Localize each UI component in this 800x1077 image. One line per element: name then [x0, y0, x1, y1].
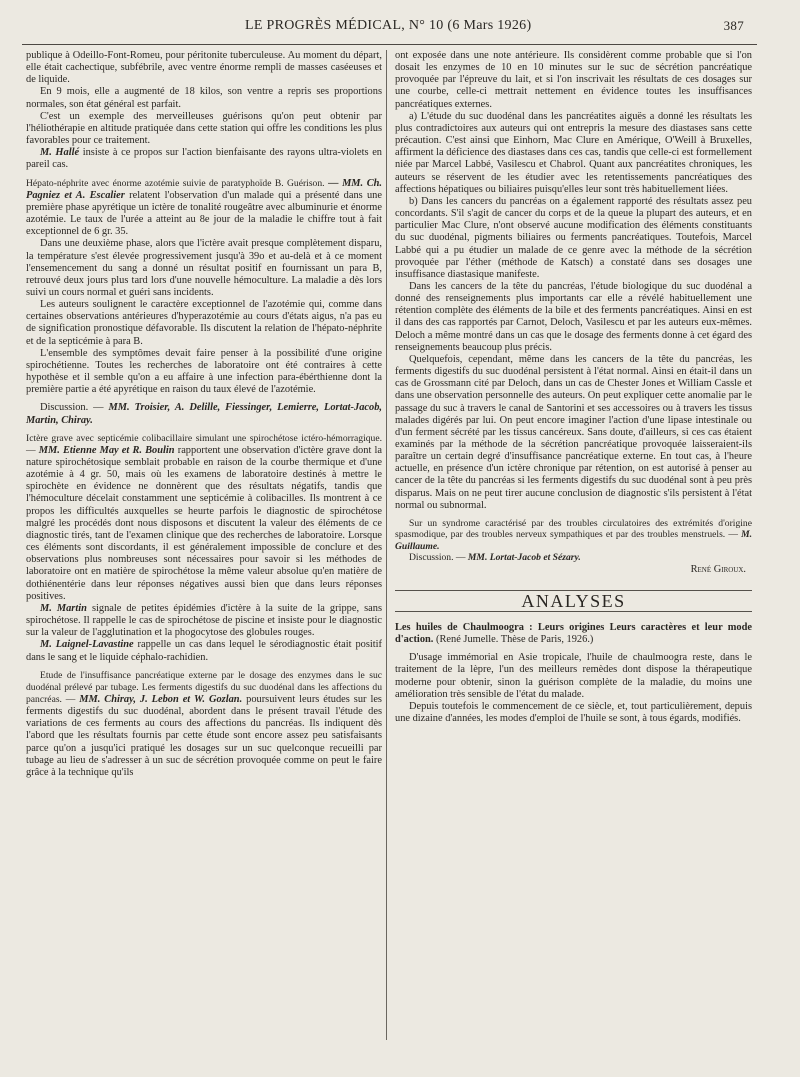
paragraph: a) L'étude du suc duodénal dans les pancréatites aiguës a donné les résultats les plus contradictoires aux auteurs qui ont entrepris la mesure des diastases sans cette précaution. C'est ainsi que Einhorn, Mac Clure en Amérique, O'Weill à Bruxelles, affirment la déficience des diastases dans ces cas, tandis que celle-ci est formellement niée par Marcel Labbé, Vasilescu et Chabrol. Quant aux pancréatites chroniques, les auteurs se réservent de les étudier avec les retentissements pancréatiques des affections hépatiques ou biliaires puisqu'elles leur sont très habituellement liées. — [395, 110, 752, 195]
paragraph-text: signale de petites épidémies d'ictère à la suite de la grippe, sans spirochétose. Il rappelle le cas de spirochétose de piscine et insiste pour le diagnostic sur la valeur de l'agglutination et la phogocytose des globules rouges. — [26, 602, 383, 639]
discussion — [395, 552, 752, 563]
paragraph-text: relatent l'observation d'un malade qui a présenté dans une première phase apyrétique un ictère de tonalité rougeâtre avec albuminurie et énorme azotémie. Le taux de l'urée a atteint au 8e jour de la maladie le chiffre tout à fait exceptionnel de 6 gr. 35. — [26, 189, 382, 238]
analysis-title: Les huiles de Chaulmoogra : Leurs origines Leurs caractères et leur mode d'action. — [395, 621, 752, 646]
discussion-names: MM. Lortat-Jacob et Sézary. — [467, 552, 581, 564]
paragraph: En 9 mois, elle a augmenté de 18 kilos, son ventre a repris ses proportions normales, son état général est parfait. — [26, 86, 382, 110]
running-header — [0, 16, 800, 38]
right-column — [395, 50, 752, 725]
header-rule — [22, 44, 757, 45]
paragraph: C'est un exemple des merveilleuses guérisons qu'on peut obtenir par l'héliothérapie en altitude pratiquée dans cette station qui offre les conditions les plus favorables pour ce traitement. — [26, 110, 382, 147]
communication — [26, 433, 382, 603]
communication — [26, 670, 382, 779]
author-name: M. Hallé — [40, 147, 80, 159]
communication-title: Ictère grave avec septicémie colibacillaire simulant une spirochétose ictéro-hémorragique. — — [26, 432, 382, 456]
author-names: MM. Etienne May et R. Boulin — [38, 444, 175, 456]
paragraph-text: poursuivent leurs études sur les ferments digestifs du suc duodénal, abordent dans le présent travail l'étude des variations de ces ferments au cours des affections du pancréas. Ils indiquent dès l'abord que les résultats fournis par cette étude sont encore assez peu satisfaisants parce qu'on a jusqu'ici pratiqué les dosages sur un suc quelconque recueilli par tubage au lieu de s'adresser à un suc de sécrétion provoquée comme on peut le faire grâce à la technique qu'ils — [26, 693, 382, 778]
communication — [395, 518, 752, 552]
discussion-names: MM. Troisier, A. Delille, Fiessinger, Lemierre, Lortat-Jacob, Martin, Chiray. — [26, 402, 382, 426]
paragraph: L'ensemble des symptômes devait faire penser à la possibilité d'une origine spirochétienne. Toutes les recherches de laboratoire ont été contraires à cette hypothèse et il semble qu'on a eu affaire à une infection para-ébérthienne dont la première partie a été apyrétique en raison du taux élevé de l'azotémie. — [26, 347, 382, 396]
paragraph: D'usage immémorial en Asie tropicale, l'huile de chaulmoogra reste, dans le traitement de la lèpre, l'un des meilleurs remèdes dont dispose la thérapeutique moderne pour obtenir, sinon la guérison complète de la maladie, du moins une amélioration très sensible de l'état du malade. — [395, 652, 752, 700]
section-heading: ANALYSES — [395, 590, 752, 612]
analysis-reference — [395, 622, 752, 646]
communication-title: Sur un syndrome caractérisé par des troubles circulatoires des extrémités d'origine spasmodique, par des troubles nerveux sympathiques et par des troubles menstruels. — — [395, 517, 752, 541]
author-name: M. Laignel-Lavastine — [40, 639, 134, 651]
paragraph — [26, 147, 382, 171]
author-name: M. Martin — [40, 602, 87, 614]
signature: René Giroux. — [690, 563, 746, 575]
paragraph: Quelquefois, cependant, même dans les cancers de la tête du pancréas, les ferments digestifs du suc duodénal persistent à l'état normal. Ainsi en était-il dans un cas de Grossmann cité par Deloch, dans un cas de Chester Jones et William Cassle et dans une observation personnelle des auteurs. On peut expliquer cette anomalie par le passage du suc à travers le canal de Santorini et ses accessoires ou à travers les tissus malades digérés par lui. On peut encore imaginer l'action d'une lipase intestinale ou d'un ferment sécrété par les tissus cancéreux. Sans doute, d'ailleurs, si ces cas étaient examinés par la méthode de la sécrétion pancréatique provoquée laisseraient-ils paraître un certain degré d'insuffisance pancréatique externe. En tout cas, à l'heure actuelle, en présence d'un ictère chronique par rétention, on est autorisé à penser au cancer de la tête du pancréas si les ferments digestifs du suc duodénal sont à peu près disparus. Mais on ne peut tirer aucune conclusion de diagnostic s'ils persistent à l'état normal ou subnormal. — [395, 353, 752, 511]
author-names: MM. Chiray, J. Lebon et W. Gozlan. — [79, 693, 243, 705]
paragraph-text: rapportent une observation d'ictère grave dont la nature spirochétosique semblait probable en raison de la courbe thermique et d'une azotémie à 4 gr. 50, mais où les examens de laboratoire destinés à mettre le spirochète en évidence ne donnèrent que des résultats négatifs, tandis que l'hémoculture décelait constamment une septicémie à colibacilles. Ils montrent à ce propos les difficultés auxquelles se heurte parfois le diagnostic de spirochétose malgré les procédés dont nous disposons et discutent la valeur des éléments de ce diagnostic tirés, tant de l'examen clinique que des recherches de laboratoire. Lorsque ces éléments sont discordants, il est généralement impossible de conclure et des observations plus nombreuses sont nécessaires pour savoir si les méthodes de laboratoire ont en matière de spirochétose la même valeur absolue qu'en matière de dothiénentérie dans leur réponses négatives aussi bien que dans leurs réponses positives. — [26, 444, 382, 602]
discussion-label: Discussion. — — [409, 552, 466, 564]
paragraph: publique à Odeillo-Font-Romeu, pour péritonite tuberculeuse. Au moment du départ, elle était cachectique, subfébrile, avec ventre énorme rempli de masses caséeuses et de liquide. — [26, 50, 382, 86]
analysis-source: (René Jumelle. Thèse de Paris, 1926.) — [436, 634, 594, 646]
paragraph: Les auteurs soulignent le caractère exceptionnel de l'azotémie qui, comme dans certaines observations antérieures d'hyperazotémie au cours d'états aigus, n'a pas eu de signification pronostique défavorable. Ils discutent la relation de l'hépato-néphrite et de la septicémie à para B. — [26, 299, 382, 347]
journal-title: LE PROGRÈS MÉDICAL, N° 10 (6 Mars 1926) — [245, 18, 532, 33]
communication-title: Etude de l'insuffisance pancréatique externe par le dosage des enzymes dans le suc duodénal prélevé par tubage. Les ferments digestifs du suc duodénal dans les affections du pancréas. — — [26, 669, 382, 705]
discussion-label: Discussion. — — [40, 402, 104, 414]
paragraph: Depuis toutefois le commencement de ce siècle, et, tout particulièrement, depuis une dizaine d'années, les modes d'emploi de l'huile se sont, à tous égards, modifiés. — [395, 700, 752, 724]
communication — [26, 178, 382, 239]
paragraph-text: insiste à ce propos sur l'action bienfaisante des rayons ultra-violets en pareil cas. — [26, 147, 382, 171]
paragraph: Dans les cancers de la tête du pancréas, l'étude biologique du suc duodénal a donné des renseignements plus importants car elle a révélé habituellement une rétention complète des éléments de la bile et des ferments pancréatiques. Ainsi en est il dans des cas rapportés par Carnot, Deloch, Vasilescu et par les auteurs eux-mêmes. Deloch a même montré dans un cas que le dosage des ferments donne à cet égard des renseignements beaucoup plus précis. — [395, 280, 752, 353]
left-column — [26, 50, 382, 779]
paragraph — [26, 603, 382, 639]
column-divider — [386, 50, 387, 1040]
communication-title: Hépato-néphrite avec énorme azotémie suivie de paratyphoïde B. Guérison. — [26, 177, 325, 189]
paragraph-text: rappelle un cas dans lequel le sérodiagnostic était positif dans le sang et le liquide céphalo-rachidien. — [26, 639, 382, 663]
paragraph: ont exposée dans une note antérieure. Ils considèrent comme probable que si l'on dosait les enzymes de 10 en 10 minutes sur le suc de sécrétion pancréatique provoquée par l'épreuve du lait, et si l'on inscrivait les résultats de ces dosages sur une courbe, celle-ci mettrait nettement en évidence toutes les insuffisances pancréatiques externes. — [395, 50, 752, 110]
author-names: — MM. Ch. Pagniez et A. Escalier — [26, 177, 383, 201]
author-name: M. Guillaume. — [395, 529, 752, 552]
paragraph: Dans une deuxième phase, alors que l'ictère avait presque complètement disparu, la température s'est élevée progressivement jusqu'à 39o et au-delà et à ce moment l'ensemencement du sang a donné un résultat positif en fournissant un para B, retrouvé deux jours plus tard lors d'une nouvelle hémoculture. La maladie a dès lors suivi un cours normal et guéri sans incidents. — [26, 238, 382, 298]
paragraph — [26, 639, 382, 663]
page-number: 387 — [723, 18, 744, 33]
paragraph: b) Dans les cancers du pancréas on a également rapporté des résultats assez peu concordants. S'il s'agit de cancer du corps et de la queue la plupart des auteurs, et en particulier Mac Clure, n'ont observé aucune modification des éléments constituants du suc duodénal, pigments biliaires ou ferments pancréatiques. Toutefois, Marcel Labbé qui a pu étudier un malade de ce genre avec la méthode de la sécrétion provoquée par l'éther (méthode de Katsch) a constaté dans ses dosages une insuffisance diastasique manifeste. — [395, 195, 752, 280]
discussion — [26, 402, 382, 426]
